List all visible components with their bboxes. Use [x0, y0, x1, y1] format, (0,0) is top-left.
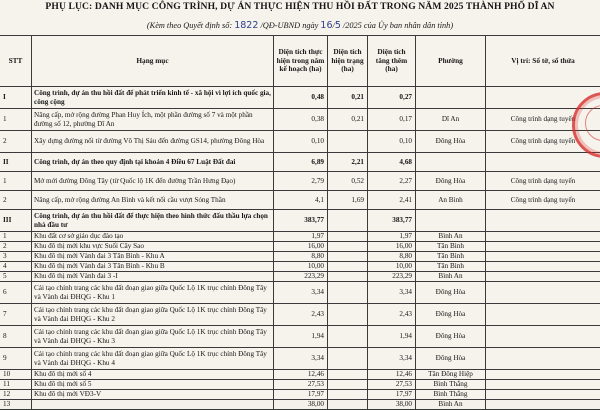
cell-name: Khu đô thị mới khu vực Suối Cây Sao: [32, 242, 274, 252]
cell-area-add: 0,27: [368, 87, 416, 109]
cell-area-add: 2,43: [368, 304, 416, 326]
cell-area-current: 0,21: [328, 87, 368, 109]
cell-position: [486, 262, 600, 272]
cell-name: Công trình, dự án thu hồi đất để phát triển kinh tế - xã hội vì lợi ích quốc gia, công cộng: [32, 87, 274, 109]
cell-area-add: 4,68: [368, 153, 416, 172]
cell-position: [486, 210, 600, 232]
cell-name: Nâng cấp, mở rộng đường Phan Huy Ích, một phần đường số 7 và một phần đường số 12, phường Dĩ An: [32, 109, 274, 131]
cell-ward: Đông Hòa: [416, 282, 486, 304]
table-row: [0, 232, 600, 242]
cell-area-plan: 6,89: [274, 153, 328, 172]
cell-ward: Bình Thắng: [416, 390, 486, 400]
cell-area-add: 0,10: [368, 131, 416, 153]
cell-area-current: 1,69: [328, 191, 368, 210]
cell-ward: Đông Hòa: [416, 326, 486, 348]
cell-position: [486, 232, 600, 242]
cell-position: [486, 390, 600, 400]
cell-area-add: 3,34: [368, 282, 416, 304]
cell-ward: Tân Bình: [416, 252, 486, 262]
cell-area-plan: 17,97: [274, 390, 328, 400]
cell-area-current: [328, 380, 368, 390]
cell-stt: 11: [0, 380, 32, 390]
cell-stt: 13: [0, 400, 32, 410]
cell-stt: 3: [0, 252, 32, 262]
cell-ward: An Bình: [416, 191, 486, 210]
cell-position: [486, 400, 600, 410]
cell-ward: [416, 87, 486, 109]
document-title: PHỤ LỤC: DANH MỤC CÔNG TRÌNH, DỰ ÁN THỰC HIỆN THU HỒI ĐẤT TRONG NĂM 2025 THÀNH PHỐ DĨ AN: [0, 1, 600, 12]
cell-position: [486, 252, 600, 262]
table-row: [0, 272, 600, 282]
cell-stt: 6: [0, 282, 32, 304]
cell-position: [486, 370, 600, 380]
cell-area-current: [328, 348, 368, 370]
cell-stt: 8: [0, 326, 32, 348]
cell-ward: Tân Đông Hiệp: [416, 370, 486, 380]
cell-area-plan: 8,80: [274, 252, 328, 262]
cell-stt: 10: [0, 370, 32, 380]
cell-ward: Đông Hòa: [416, 131, 486, 153]
cell-area-add: 8,80: [368, 252, 416, 262]
cell-ward: Bình An: [416, 400, 486, 410]
cell-area-current: [328, 400, 368, 410]
header-ward: Phường: [416, 36, 486, 87]
cell-area-plan: 223,29: [274, 272, 328, 282]
cell-position: [486, 348, 600, 370]
cell-position: [486, 242, 600, 252]
cell-name: Khu đô thị mới Vành đai 3 -I: [32, 272, 274, 282]
decision-day: 16: [320, 20, 332, 31]
table-row: [0, 131, 600, 153]
cell-area-current: [328, 272, 368, 282]
cell-area-plan: 0,10: [274, 131, 328, 153]
cell-ward: Tân Bình: [416, 242, 486, 252]
cell-name: Nâng cấp, mở rộng đường An Bình và kết nối cầu vượt Sóng Thần: [32, 191, 274, 210]
cell-stt: 2: [0, 131, 32, 153]
cell-stt: 9: [0, 348, 32, 370]
cell-area-add: 12,46: [368, 370, 416, 380]
cell-area-plan: 38,00: [274, 400, 328, 410]
cell-area-add: 0,17: [368, 109, 416, 131]
cell-area-add: 2,41: [368, 191, 416, 210]
cell-position: [486, 153, 600, 172]
cell-area-plan: 1,97: [274, 232, 328, 242]
cell-name: Công trình, dự án theo quy định tại khoản 4 Điều 67 Luật Đất đai: [32, 153, 274, 172]
cell-stt: 2: [0, 242, 32, 252]
cell-name: Khu đô thị mới số 5: [32, 380, 274, 390]
cell-area-plan: 0,38: [274, 109, 328, 131]
cell-name: Công trình, dự án thu hồi đất để thực hiện theo hình thức đấu thầu lựa chọn nhà đầu tư: [32, 210, 274, 232]
table-row: [0, 326, 600, 348]
cell-ward: [416, 153, 486, 172]
cell-stt: 4: [0, 262, 32, 272]
table-row: [0, 87, 600, 109]
cell-area-current: 2,21: [328, 153, 368, 172]
cell-name: Khu đất cơ sở giáo dục đào tạo: [32, 232, 274, 242]
header-name: Hạng mục: [32, 36, 274, 87]
table-row: [0, 242, 600, 252]
cell-area-current: [328, 326, 368, 348]
cell-position: [486, 326, 600, 348]
cell-area-current: [328, 131, 368, 153]
cell-area-plan: 10,00: [274, 262, 328, 272]
table-row: [0, 262, 600, 272]
table-row: [0, 210, 600, 232]
cell-area-add: 2,27: [368, 172, 416, 191]
cell-area-current: [328, 252, 368, 262]
cell-ward: Đông Hòa: [416, 172, 486, 191]
decision-number: 1822: [234, 20, 258, 31]
table-row: [0, 191, 600, 210]
table-row: [0, 348, 600, 370]
cell-area-add: 3,34: [368, 348, 416, 370]
subtitle-suffix: /2025 của Ủy ban nhân dân tỉnh): [341, 21, 453, 30]
cell-area-add: 16,00: [368, 242, 416, 252]
cell-name: Khu đô thị mới VĐ3-V: [32, 390, 274, 400]
cell-area-add: 10,00: [368, 262, 416, 272]
cell-stt: 1: [0, 109, 32, 131]
table-row: [0, 172, 600, 191]
cell-area-current: [328, 282, 368, 304]
cell-area-add: 27,53: [368, 380, 416, 390]
cell-area-plan: 383,77: [274, 210, 328, 232]
cell-area-current: [328, 262, 368, 272]
cell-name: Khu đô thị mới Vành đai 3 Tân Bình - Khu B: [32, 262, 274, 272]
cell-area-plan: 27,53: [274, 380, 328, 390]
cell-stt: 1: [0, 172, 32, 191]
cell-name: Khu đô thị mới Vành đai 3 Tân Bình - Khu A: [32, 252, 274, 262]
cell-area-current: [328, 370, 368, 380]
cell-name: [32, 400, 274, 410]
cell-area-plan: 2,79: [274, 172, 328, 191]
cell-stt: 5: [0, 272, 32, 282]
table-row: [0, 370, 600, 380]
cell-stt: III: [0, 210, 32, 232]
cell-area-plan: 12,46: [274, 370, 328, 380]
cell-area-add: 223,29: [368, 272, 416, 282]
cell-area-add: 383,77: [368, 210, 416, 232]
cell-ward: [416, 210, 486, 232]
cell-position: Công trình dạng tuyến: [486, 172, 600, 191]
decision-reference: [0, 20, 600, 31]
red-seal-inner-ring: [585, 105, 600, 141]
cell-area-plan: 3,34: [274, 282, 328, 304]
table-row: [0, 390, 600, 400]
cell-area-plan: 16,00: [274, 242, 328, 252]
cell-area-plan: 0,48: [274, 87, 328, 109]
cell-area-add: 38,00: [368, 400, 416, 410]
cell-stt: I: [0, 87, 32, 109]
cell-position: Công trình dạng tuyến: [486, 191, 600, 210]
cell-ward: Bình An: [416, 232, 486, 242]
cell-area-plan: 1,94: [274, 326, 328, 348]
project-table: [0, 35, 600, 410]
cell-stt: 2: [0, 191, 32, 210]
header-area-add: Diện tích tăng thêm (ha): [368, 36, 416, 87]
cell-stt: 12: [0, 390, 32, 400]
cell-position: Công trình dạng tuyến: [486, 131, 600, 153]
cell-area-plan: 3,34: [274, 348, 328, 370]
subtitle-prefix: (Kèm theo Quyết định số:: [147, 21, 234, 30]
cell-ward: Đông Hòa: [416, 348, 486, 370]
table-row: [0, 109, 600, 131]
cell-stt: 1: [0, 232, 32, 242]
cell-position: [486, 304, 600, 326]
cell-name: Khu đô thị mới số 4: [32, 370, 274, 380]
cell-area-add: 1,94: [368, 326, 416, 348]
cell-name: Cải tạo chỉnh trang các khu đất đoạn giao giữa Quốc Lộ 1K trục chính Đông Tây và Vành đai ĐHQG - Khu 2: [32, 304, 274, 326]
cell-ward: Tân Bình: [416, 262, 486, 272]
decision-month: 5: [335, 20, 341, 31]
date-separator: /: [333, 21, 335, 30]
cell-stt: II: [0, 153, 32, 172]
table-header-row: [0, 36, 600, 87]
cell-name: Cải tạo chỉnh trang các khu đất đoạn giao giữa Quốc Lộ 1K trục chính Đông Tây và Vành đai ĐHQG - Khu 1: [32, 282, 274, 304]
table-row: [0, 282, 600, 304]
header-area-current: Diện tích hiện trạng (ha): [328, 36, 368, 87]
cell-name: Cải tạo chỉnh trang các khu đất đoạn giao giữa Quốc Lộ 1K trục chính Đông Tây và Vành đai ĐHQG - Khu 3: [32, 326, 274, 348]
cell-area-current: 0,21: [328, 109, 368, 131]
header-area-plan: Diện tích thực hiện trong năm kế hoạch (ha): [274, 36, 328, 87]
cell-position: [486, 272, 600, 282]
cell-area-add: 17,97: [368, 390, 416, 400]
cell-area-current: 0,52: [328, 172, 368, 191]
cell-name: Cải tạo chỉnh trang các khu đất đoạn giao giữa Quốc Lộ 1K trục chính Đông Tây và Vành đai ĐHQG - Khu 4: [32, 348, 274, 370]
subtitle-mid: /QĐ-UBND ngày: [258, 21, 320, 30]
table-row: [0, 304, 600, 326]
cell-area-current: [328, 210, 368, 232]
cell-position: [486, 282, 600, 304]
header-position: Vị trí: Số tờ, số thửa: [486, 36, 600, 87]
cell-area-current: [328, 242, 368, 252]
table-row: [0, 400, 600, 410]
cell-name: Xây dựng đường nối từ đường Võ Thị Sáu đến đường GS14, phường Đông Hòa: [32, 131, 274, 153]
table-row: [0, 252, 600, 262]
cell-area-plan: 2,43: [274, 304, 328, 326]
cell-position: Công trình dạng tuyến: [486, 109, 600, 131]
cell-area-current: [328, 304, 368, 326]
cell-ward: Bình Thắng: [416, 380, 486, 390]
cell-ward: Đông Hòa: [416, 304, 486, 326]
cell-stt: 7: [0, 304, 32, 326]
cell-area-add: 1,97: [368, 232, 416, 242]
cell-area-plan: 4,1: [274, 191, 328, 210]
cell-position: [486, 380, 600, 390]
table-row: [0, 380, 600, 390]
table-row: [0, 153, 600, 172]
header-stt: STT: [0, 36, 32, 87]
cell-area-current: [328, 390, 368, 400]
cell-name: Mở mới đường Đông Tây (từ Quốc lộ 1K đến đường Trần Hưng Đạo): [32, 172, 274, 191]
cell-ward: Bình An: [416, 272, 486, 282]
cell-ward: Dĩ An: [416, 109, 486, 131]
cell-area-current: [328, 232, 368, 242]
